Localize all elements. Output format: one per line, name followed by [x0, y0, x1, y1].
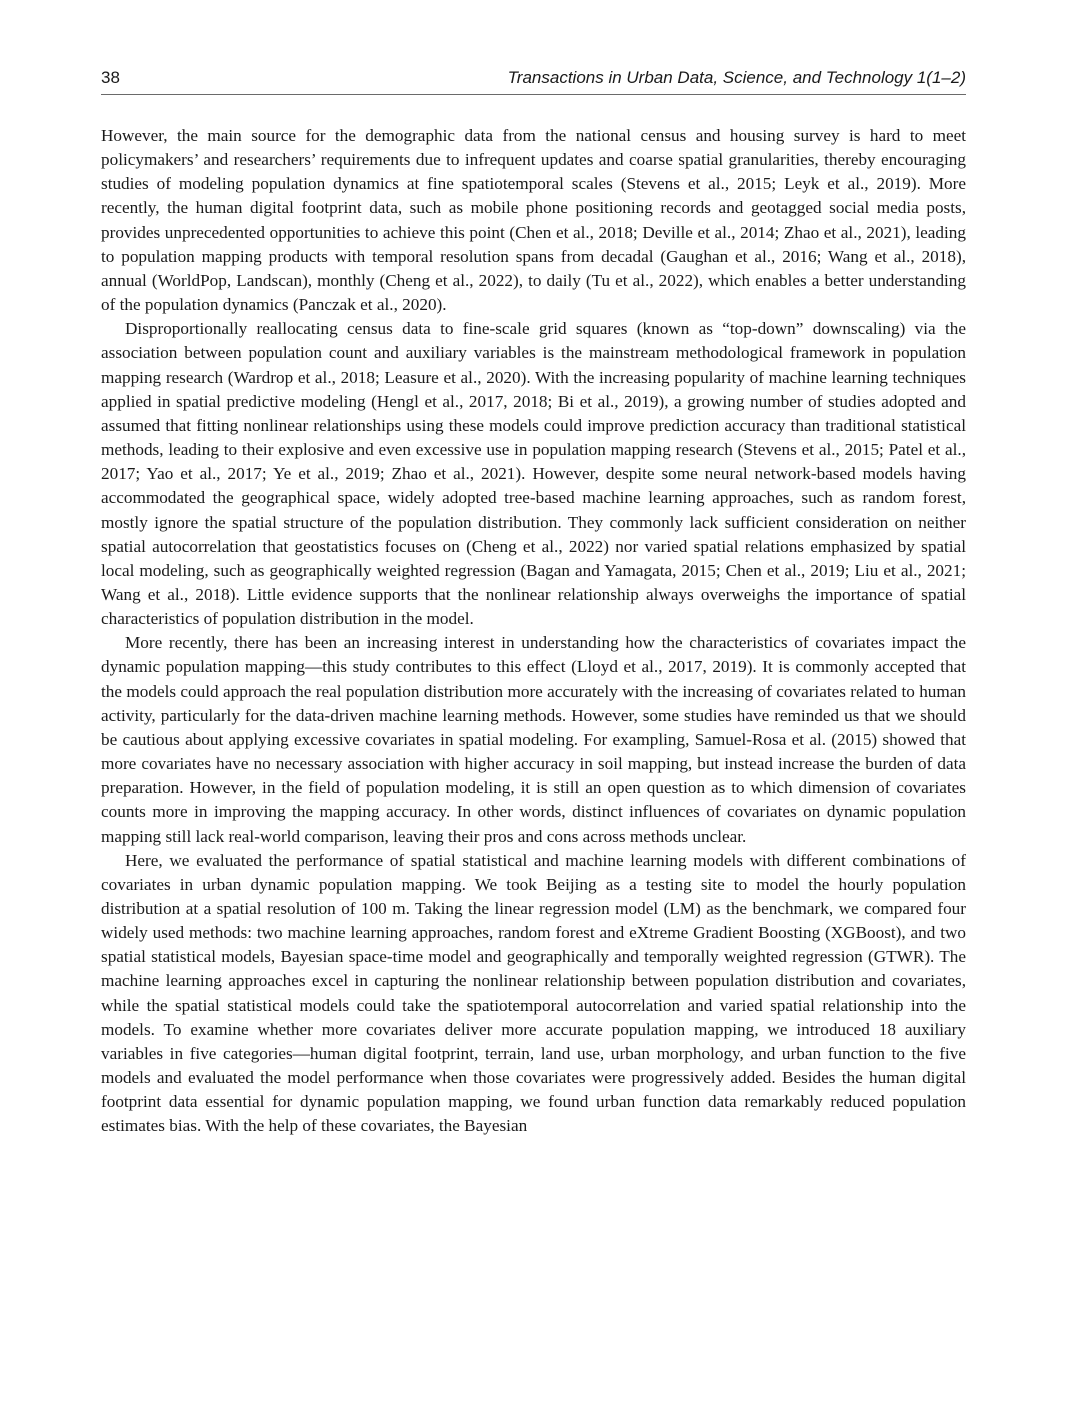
paragraph-1: However, the main source for the demographic data from the national census and housing survey is hard to meet policymakers’ and researchers’ requirements due to infrequent updates and coarse spatial granularities, thereby encouraging studies of modeling population dynamics at fine spatiotemporal scales (Stevens et al., 2015; Leyk et al., 2019). More recently, the human digital footprint data, such as mobile phone positioning records and geotagged social media posts, provides unprecedented opportunities to achieve this point (Chen et al., 2018; Deville et al., 2014; Zhao et al., 2021), leading to population mapping products with temporal resolution spans from decadal (Gaughan et al., 2016; Wang et al., 2018), annual (WorldPop, Landscan), monthly (Cheng et al., 2022), to daily (Tu et al., 2022), which enables a better understanding of the population dynamics (Panczak et al., 2020).	[101, 126, 966, 315]
paragraph-4: Here, we evaluated the performance of spatial statistical and machine learning models with different combinations of covariates in urban dynamic population mapping. We took Beijing as a testing site to model the hourly population distribution at a spatial resolution of 100 m. Taking the linear regression model (LM) as the benchmark, we compared four widely used methods: two machine learning approaches, random forest and eXtreme Gradient Boosting (XGBoost), and two spatial statistical models, Bayesian space-time model and geographically and temporally weighted regression (GTWR). The machine learning approaches excel in capturing the nonlinear relationship between population distribution and covariates, while the spatial statistical models could take the spatiotemporal autocorrelation and varied spatial relationship into the models. To examine whether more covariates deliver more accurate population mapping, we introduced 18 auxiliary variables in five categories—human digital footprint, terrain, land use, urban morphology, and urban function to the five models and evaluated the model performance when those covariates were progressively added. Besides the human digital footprint data essential for dynamic population mapping, we found urban function data remarkably reduced population estimates bias. With the help of these covariates, the Bayesian	[101, 850, 966, 1136]
paragraph-2: Disproportionally reallocating census data to fine-scale grid squares (known as “top-down” downscaling) via the association between population count and auxiliary variables is the mainstream methodological framework in population mapping research (Wardrop et al., 2018; Leasure et al., 2020). With the increasing popularity of machine learning techniques applied in spatial predictive modeling (Hengl et al., 2017, 2018; Bi et al., 2019), a growing number of studies adopted and assumed that fitting nonlinear relationships using these models could improve prediction accuracy than traditional statistical methods, leading to their explosive and even excessive use in population mapping research (Stevens et al., 2015; Patel et al., 2017; Yao et al., 2017; Ye et al., 2019; Zhao et al., 2021). However, despite some neural network-based models having accommodated the geographical space, widely adopted tree-based machine learning approaches, such as random forest, mostly ignore the spatial structure of the population distribution. They commonly lack sufficient consideration on neither spatial autocorrelation that geostatistics focuses on (Cheng et al., 2022) nor varied spatial relations emphasized by spatial local modeling, such as geographically weighted regression (Bagan and Yamagata, 2015; Chen et al., 2019; Liu et al., 2021; Wang et al., 2018). Little evidence supports that the nonlinear relationship always overweighs the importance of spatial characteristics of population distribution in the model.	[101, 319, 966, 629]
journal-title: Transactions in Urban Data, Science, and Technology 1(1–2)	[507, 68, 966, 87]
page-header	[101, 62, 966, 95]
body-text	[101, 124, 966, 1139]
page-number: 38	[101, 68, 120, 87]
paragraph-3: More recently, there has been an increasing interest in understanding how the characteristics of covariates impact the dynamic population mapping—this study contributes to this effect (Lloyd et al., 2017, 2019). It is commonly accepted that the models could approach the real population distribution more accurately with the increasing of covariates related to human activity, particularly for the data-driven machine learning methods. However, some studies have reminded us that we should be cautious about applying excessive covariates in spatial modeling. For exampling, Samuel-Rosa et al. (2015) showed that more covariates have no necessary association with higher accuracy in soil mapping, but instead increase the burden of data preparation. However, in the field of population modeling, it is still an open question as to which dimension of covariates counts more in improving the mapping accuracy. In other words, distinct influences of covariates on dynamic population mapping still lack real-world comparison, leaving their pros and cons across methods unclear.	[101, 633, 966, 846]
